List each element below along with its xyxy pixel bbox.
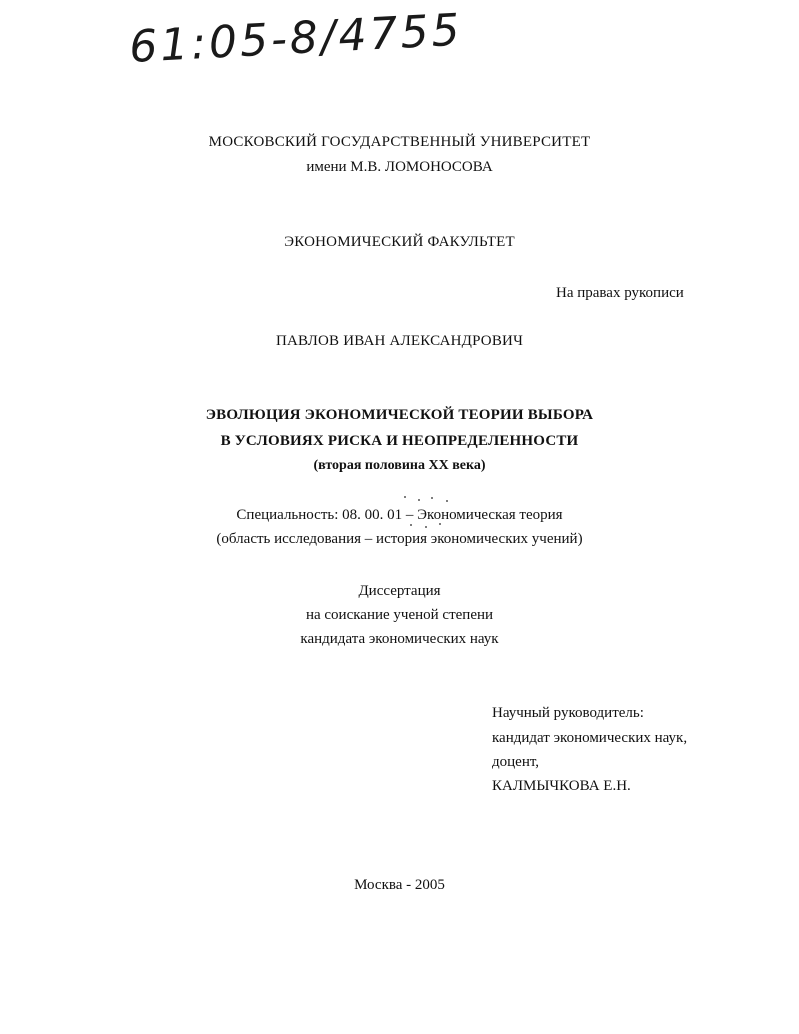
scan-speck [418, 499, 420, 501]
university-named-after: имени М.В. ЛОМОНОСОВА [306, 159, 493, 175]
archive-code-handwritten: 61:05-8/4755 [128, 4, 464, 73]
dissertation-label: Диссертация [358, 583, 441, 599]
supervisor-name: КАЛМЫЧКОВА Е.Н. [492, 778, 631, 794]
title-line-3: (вторая половина XX века) [313, 458, 486, 473]
title-line-1: ЭВОЛЮЦИЯ ЭКОНОМИЧЕСКОЙ ТЕОРИИ ВЫБОРА [205, 407, 594, 423]
supervisor-degree: кандидат экономических наук, [492, 730, 688, 746]
scan-speck [404, 496, 406, 498]
scan-speck [410, 524, 412, 526]
supervisor-rank: доцент, [492, 754, 540, 770]
supervisor-label: Научный руководитель: [492, 705, 644, 721]
scan-speck [431, 497, 433, 499]
author-name: ПАВЛОВ ИВАН АЛЕКСАНДРОВИЧ [275, 333, 524, 349]
scan-speck [446, 500, 448, 502]
place-and-year: Москва - 2005 [354, 877, 445, 893]
degree-name: кандидата экономических наук [300, 631, 499, 647]
scan-speck [425, 526, 427, 528]
research-area-line: (область исследования – история экономических учений) [216, 531, 583, 547]
university-name: МОСКОВСКИЙ ГОСУДАРСТВЕННЫЙ УНИВЕРСИТЕТ [208, 134, 591, 150]
manuscript-rights-note: На правах рукописи [556, 285, 684, 301]
specialty-line: Специальность: 08. 00. 01 – Экономическая теория [236, 507, 563, 523]
title-line-2: В УСЛОВИЯХ РИСКА И НЕОПРЕДЕЛЕННОСТИ [220, 433, 579, 449]
degree-purpose: на соискание ученой степени [305, 607, 494, 623]
scan-speck [439, 523, 441, 525]
faculty-name: ЭКОНОМИЧЕСКИЙ ФАКУЛЬТЕТ [284, 234, 515, 250]
